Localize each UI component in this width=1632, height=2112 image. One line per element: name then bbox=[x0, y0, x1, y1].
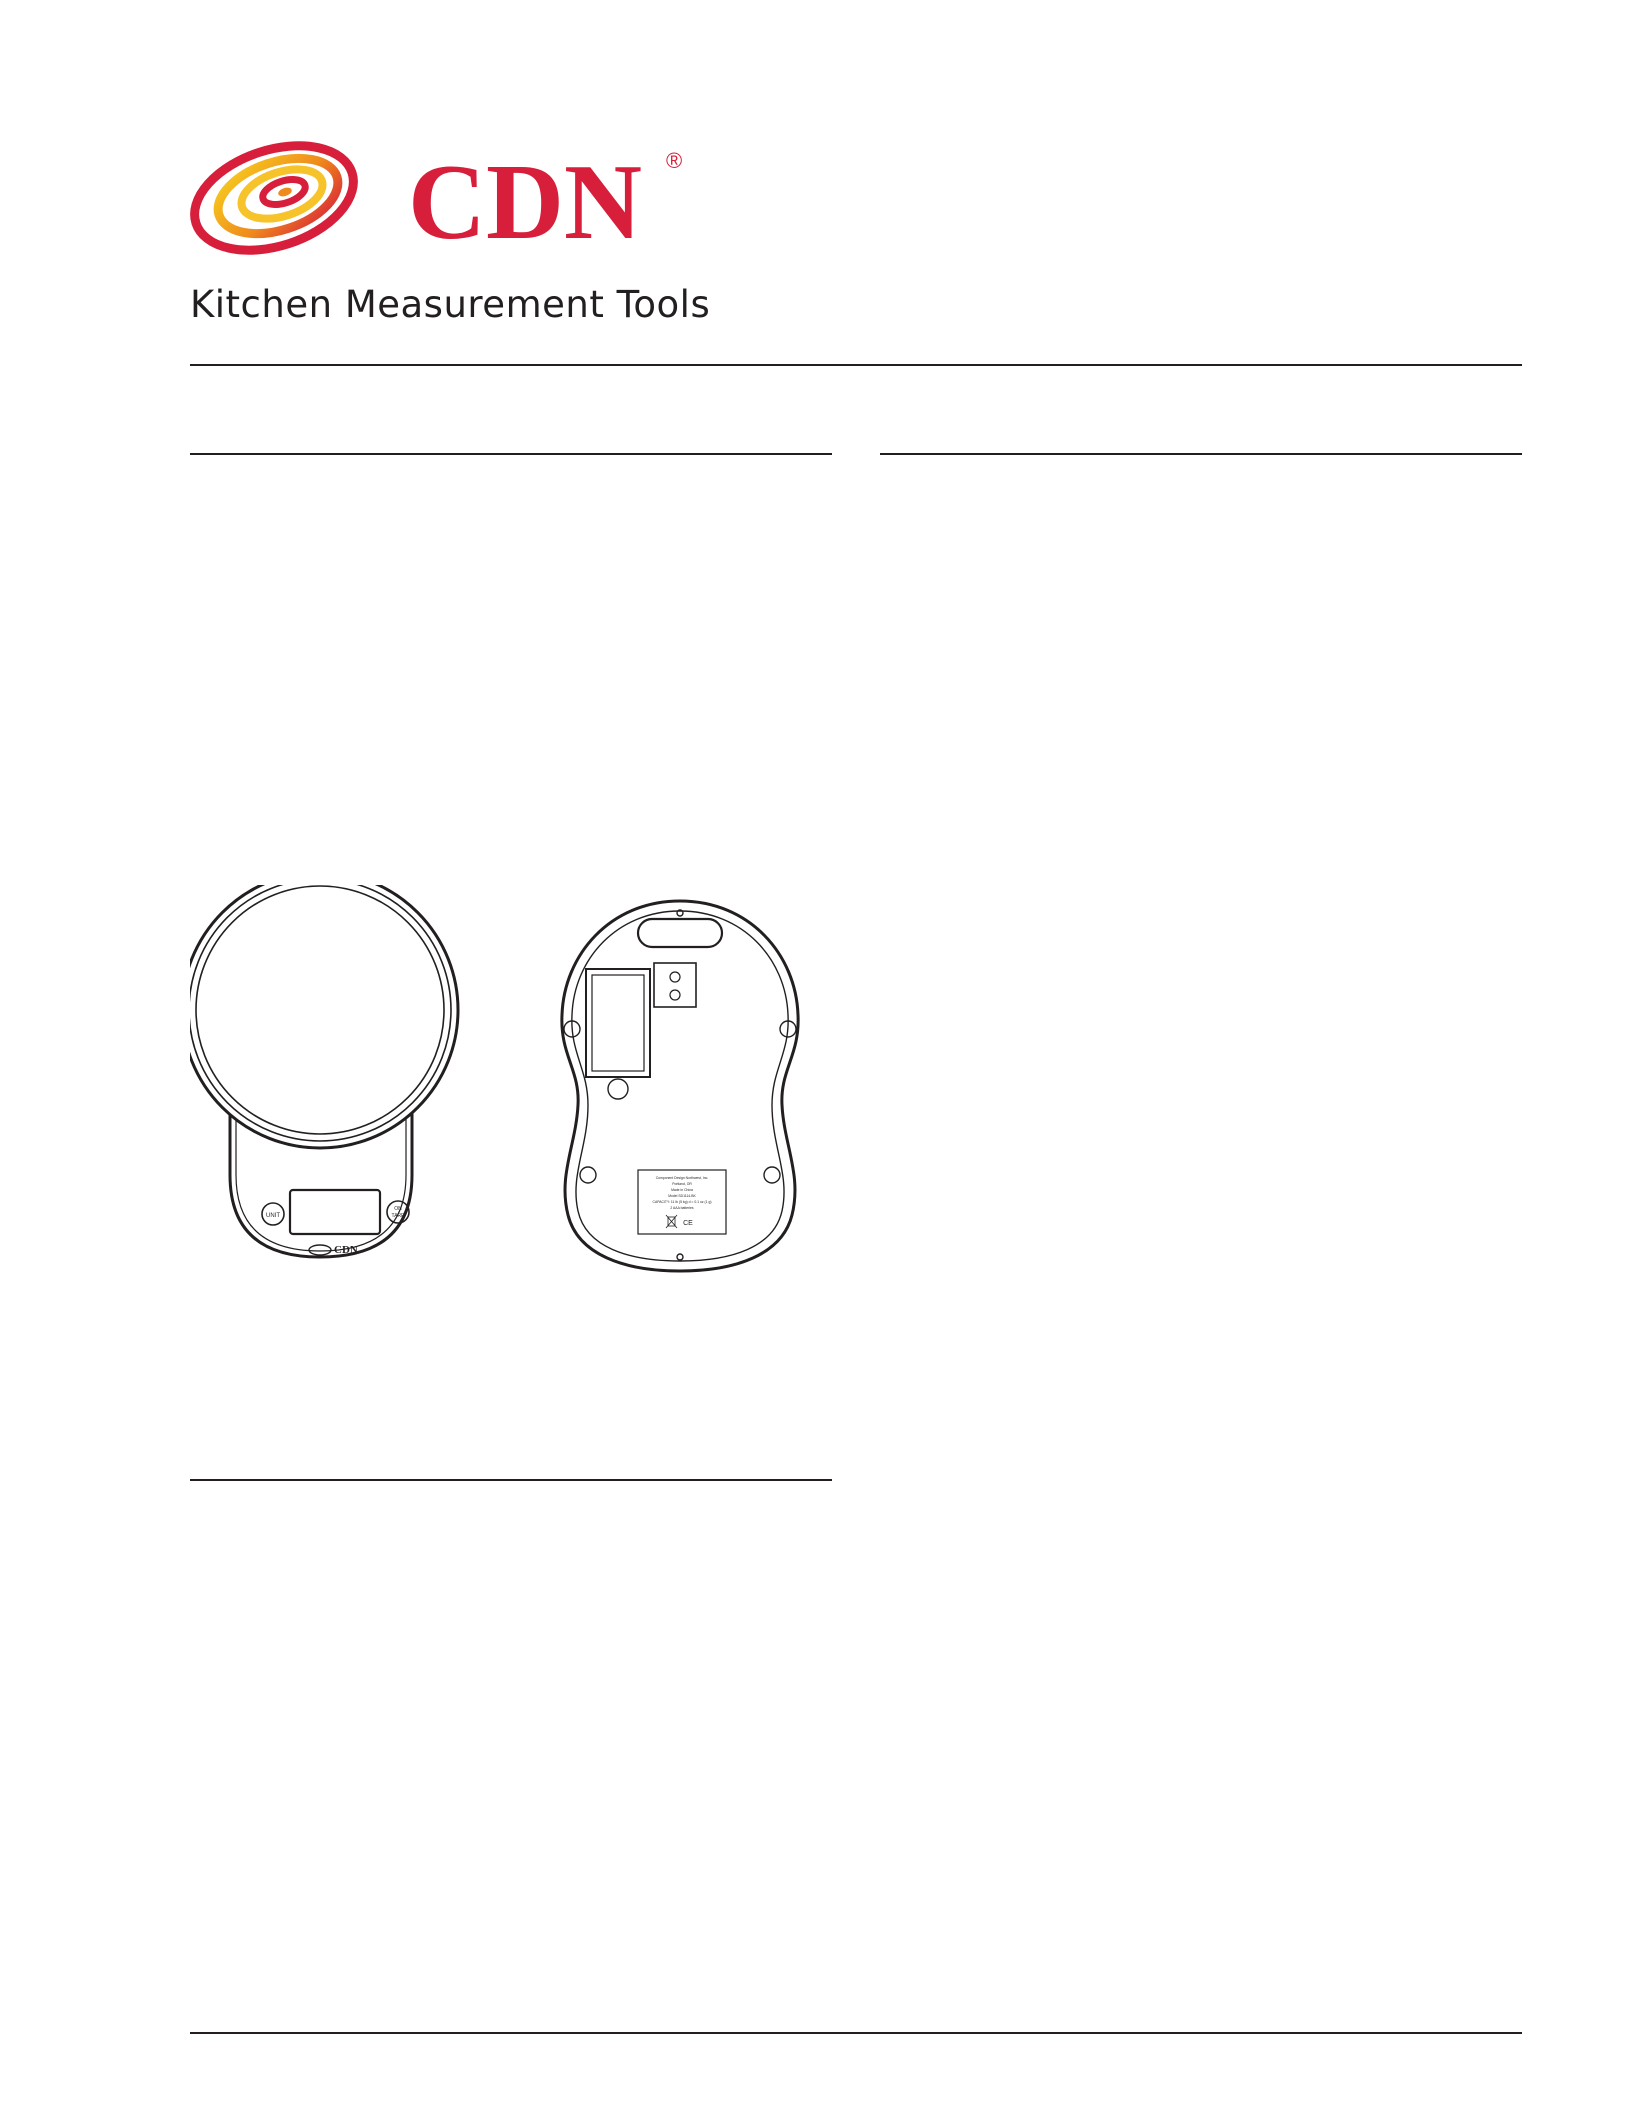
recycle-bin-icon bbox=[666, 1215, 677, 1228]
svg-text:Portland, OR: Portland, OR bbox=[672, 1182, 692, 1186]
svg-text:Component Design Northwest, In: Component Design Northwest, Inc. bbox=[655, 1176, 709, 1180]
svg-text:CDN: CDN bbox=[334, 1244, 358, 1256]
scale-illustration bbox=[190, 885, 830, 1285]
left-column-mid-rule bbox=[190, 1479, 832, 1481]
svg-text:UNIT: UNIT bbox=[266, 1213, 280, 1219]
svg-text:CE: CE bbox=[683, 1220, 693, 1227]
svg-text:Made in China: Made in China bbox=[671, 1188, 693, 1192]
left-column-top-rule bbox=[190, 453, 832, 455]
svg-text:TARE: TARE bbox=[391, 1213, 405, 1219]
brand-wordmark: CDN bbox=[408, 143, 642, 262]
cdn-logo bbox=[186, 126, 706, 266]
svg-text:Model SD1114-BK: Model SD1114-BK bbox=[668, 1194, 696, 1198]
scale-back-view bbox=[562, 901, 798, 1271]
right-column-top-rule bbox=[880, 453, 1522, 455]
scale-front-view bbox=[190, 885, 458, 1257]
svg-text:ON: ON bbox=[394, 1206, 402, 1212]
registered-mark: ® bbox=[666, 148, 683, 173]
swirl-icon bbox=[186, 127, 367, 266]
mini-logo-icon bbox=[309, 1245, 331, 1255]
svg-text:2 AAA batteries: 2 AAA batteries bbox=[670, 1206, 694, 1210]
handle-cutout bbox=[638, 919, 722, 947]
svg-text:CAPACITY: 11 lb (5 kg) d = 0.1: CAPACITY: 11 lb (5 kg) d = 0.1 oz (1 g) bbox=[652, 1200, 712, 1204]
footer-rule bbox=[190, 2032, 1522, 2034]
battery-compartment bbox=[592, 975, 644, 1071]
lcd-display bbox=[290, 1190, 380, 1234]
page-subtitle: Kitchen Measurement Tools bbox=[190, 283, 711, 326]
header-rule bbox=[190, 364, 1522, 366]
